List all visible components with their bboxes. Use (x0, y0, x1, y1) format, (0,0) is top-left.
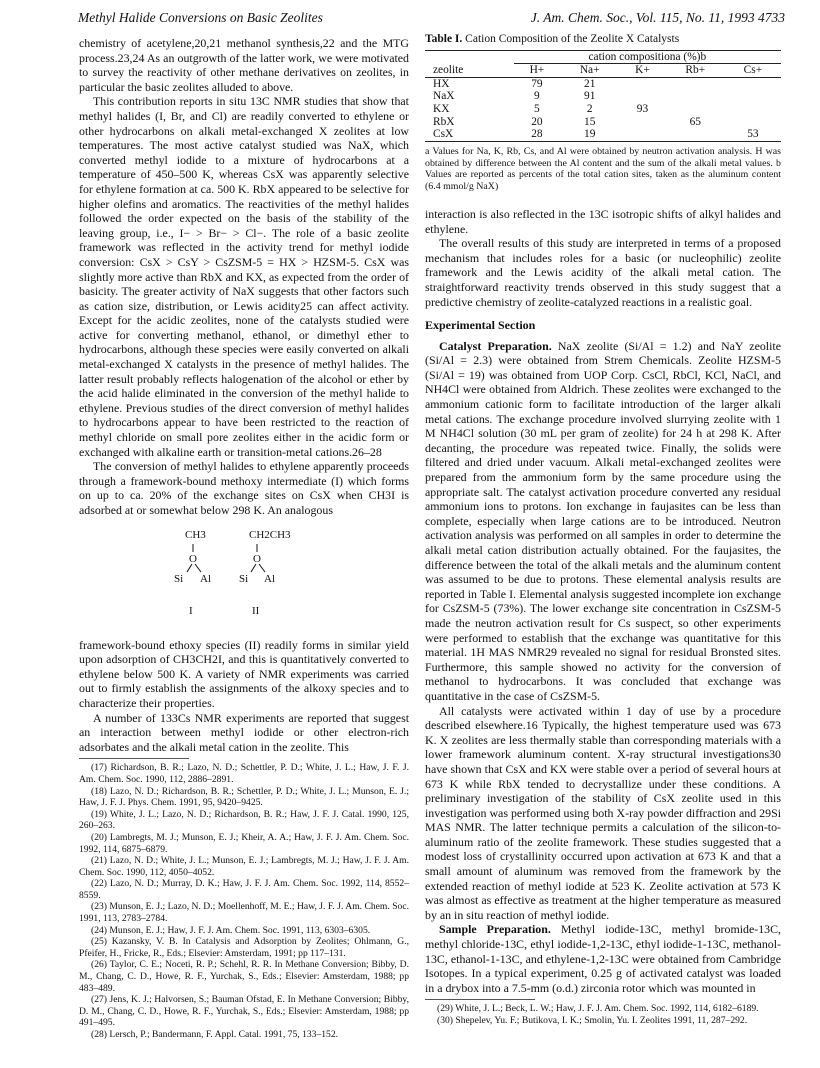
run-in-heading: Catalyst Preparation. (439, 338, 552, 353)
column-header: Na+ (579, 64, 600, 77)
table-row (425, 116, 781, 129)
table-row (425, 90, 781, 103)
reference: (17) Richardson, B. R.; Lazo, N. D.; Schettler, P. D.; White, J. L.; Haw, J. F. J. Am. Chem. Soc. 1990, 112, 2886–2891. (79, 762, 409, 785)
cation-composition-table (425, 50, 781, 142)
table-cell (725, 77, 781, 90)
table-cell (725, 90, 781, 103)
table-cell: 15 (584, 115, 596, 128)
structure-i-silicon: Si (174, 572, 184, 585)
table-group-header: cation compositiona (%)b (514, 50, 781, 64)
paragraph: A number of 133Cs NMR experiments are reported that suggest an interaction between methyl iodide or other electron-rich adsorbates and the alkali metal cation in the zeolite. This (79, 710, 409, 754)
column-header: Rb+ (685, 64, 706, 77)
reference: (30) Shepelev, Yu. F.; Butikova, I. K.; Smolin, Yu. I. Zeolites 1991, 11, 287–292. (437, 1015, 748, 1026)
table-cell: CsX (425, 128, 514, 141)
paragraph-body: Methyl iodide-13C, methyl bromide-13C, methyl chloride-13C, ethyl iodide-1,2-13C, ethyl iodide-1-13C, methanol-13C, ethanol-1-13C, and ethylene-1,2-13C were obtained from Cambridge Isotopes. In a typical experiment, 0.25 g of activated catalyst was loaded in a drybox into a 7.5-mm (o.d.) zirconia rotor which was mounted in (425, 922, 781, 995)
table-cell (619, 77, 665, 90)
paragraph: chemistry of acetylene,20,21 methanol synthesis,22 and the MTG process.23,24 As an outgrowth of the latter work, we were motivated to survey the reactivity of other methane derivatives on zeolites, in particular the basic zeolites alluded to above. (79, 36, 409, 94)
table-cell: 53 (725, 128, 781, 141)
paragraph: This contribution reports in situ 13C NMR studies that show that methyl halides (I, Br, and Cl) are readily converted to ethylene or other hydrocarbons on alkali metal-exchanged X zeolites at low temperatures. The most active catalyst studied was NaX, which converted methyl iodide to a mixture of hydrocarbons at a temperature of 450–500 K, whereas CsX was apparently selective for ethylene formation at ca. 500 K. RbX appeared to be selective for higher olefins and aromatics. The reactivities of the methyl halides followed the order expected on the basis of the stability of the leaving group, i.e., I− > Br− > Cl−. The role of a basic zeolite framework was reflected in the activity trend for methyl iodide conversion: CsX > CsY > CsZSM-5 = HX > HZSM-5. CsX was slightly more active than RbX and KX, as expected from the order of basicity. The greater activity of NaX suggests that other factors such as cation size, distribution, or Lewis acidity25 can affect activity. Except for the acidic zeolites, none of the catalysts studied were active for converting methanol, ethanol, or dimethyl ether to hydrocarbons, although these species were easily converted on alkali metal-exchanged X catalysts in the presence of methyl halides. The latter result probably reflects halogenation of the alcohol or ether by the acid halide eliminated in the conversion of the methyl halide to ethylene. Previous studies of the direct conversion of methyl halides to hydrocarbons appear to have been restricted to the reaction of methyl chloride on small pore zeolites either in the acidic form or exchanged with alkaline earth or transition-metal cations.26–28 (79, 94, 409, 459)
running-head-journal: J. Am. Chem. Soc., Vol. 115, No. 11, 1993 4733 (530, 10, 785, 25)
table-cell (619, 90, 665, 103)
column-header: Cs+ (743, 64, 763, 77)
structure-i-oxygen: O (189, 552, 197, 565)
table-cell: 21 (584, 77, 596, 90)
reference: (24) Munson, E. J.; Haw, J. F. J. Am. Chem. Soc. 1991, 113, 6303–6305. (91, 924, 371, 936)
reference-list (79, 762, 409, 1040)
table-cell: 19 (560, 128, 619, 141)
column-header: zeolite (433, 63, 464, 76)
table-cell: 93 (636, 102, 649, 115)
reference: (25) Kazansky, V. B. In Catalysis and Adsorption by Zeolites; Ohlmann, G., Pfeifer, H., Fricke, R., Eds.; Elsevier: Amsterdam, 1991; pp 117–131. (79, 936, 409, 959)
chemical-structures (79, 522, 409, 634)
paragraph: interaction is also reflected in the 13C isotropic shifts of alkyl halides and ethylene. (425, 206, 781, 236)
reference: (28) Lersch, P.; Bandermann, F. Appl. Catal. 1991, 75, 133–152. (91, 1029, 339, 1040)
table-cell (666, 128, 725, 141)
table-cell (666, 90, 725, 103)
table-cell: 20 (531, 115, 543, 128)
right-column (425, 32, 781, 1027)
reference: (22) Lazo, N. D.; Murray, D. K.; Haw, J. F. J. Am. Chem. Soc. 1992, 114, 8552–8559. (79, 878, 409, 901)
table-footnote: a Values for Na, K, Rb, Cs, and Al were obtained by neutron activation analysis. H was obtained by difference between the Al content and the sum of the alkali metal values. b Values are reported as percents of the total cation sites, taken as the aluminum content (6.4 mmol/g NaX) (425, 145, 781, 193)
table-cell: 28 (514, 128, 560, 141)
table-row (425, 103, 781, 116)
table-cell: 9 (534, 90, 540, 103)
reference: (20) Lambregts, M. J.; Munson, E. J.; Kheir, A. A.; Haw, J. F. J. Am. Chem. Soc. 1992, 114, 6875–6879. (79, 831, 409, 855)
table-cell (619, 116, 665, 129)
paragraph: The conversion of methyl halides to ethylene apparently proceeds through a framework-bound methoxy intermediate (I) which forms on up to ca. 20% of the exchange sites on CsX when CH3I is adsorbed at or somewhat below 298 K. An analogous (79, 459, 409, 517)
table-cell (725, 103, 781, 116)
table-cell: HX (433, 77, 450, 90)
table-cell: 79 (531, 77, 543, 90)
structure-ii-aluminum: Al (264, 572, 275, 585)
footnote-divider (425, 999, 535, 1000)
footnote-divider (79, 758, 189, 759)
paragraph: framework-bound ethoxy species (II) readily forms in similar yield upon adsorption of CH3CH2I, and this is quantitatively converted to ethylene below 500 K. A variety of NMR experiments was carried out to firmly establish the assignments of the alkoxy species and to characterize their properties. (79, 637, 409, 710)
table-cell: 2 (586, 102, 593, 115)
reference: (27) Jens, K. J.; Halvorsen, S.; Bauman Ofstad, E. In Methane Conversion; Bibby, D. M., Chang, C. D., Howe, R. F., Yurchak, S., Eds.; Elsevier: Amsterdam, 1988; pp 491–495. (79, 994, 409, 1029)
paragraph (425, 339, 781, 704)
section-heading: Experimental Section (425, 318, 536, 333)
reference: (23) Munson, E. J.; Lazo, N. D.; Moellenhoff, M. E.; Haw, J. F. J. Am. Chem. Soc. 1991, 113, 2783–2784. (79, 901, 409, 925)
structure-i-aluminum: Al (200, 572, 211, 585)
paragraph: All catalysts were activated within 1 day of use by a procedure described elsewhere.16 Typically, the highest temperature used was 673 K. X zeolites are less thermally stable than corresponding materials with a lower framework aluminum content. X-ray structural investigations30 have shown that CsX and KX were stable over a period of several hours at 673 K while RbX tended to decrystallize under these conditions. A preliminary investigation of the stability of CsX zeolite used in this investigation was performed using both X-ray powder diffraction and 29Si MAS NMR. The latter technique permits a calculation of the silicon-to-aluminum ratio of the zeolite framework. These studies suggested that a modest loss of crystallinity occurred upon activation at 673 K and that a small amount of aluminum was removed from the framework by the extended reaction of methyl iodide at 523 K. Zeolite activation at 573 K was almost as effective as treatment at the higher temperature as measured by an in situ reaction of methyl iodide. (425, 703, 781, 922)
paragraph: The overall results of this study are interpreted in terms of a proposed mechanism that includes roles for a basic (or nucleophilic) zeolite framework and the Lewis acidity of the alkali metal cation. The straightforward reactivity trends observed in this study suggest that a predictive chemistry of zeolite-catalyzed reactions in a realistic goal. (425, 236, 781, 309)
reference: (21) Lazo, N. D.; White, J. L.; Munson, E. J.; Lambregts, M. J.; Haw, J. F. J. Am. Chem. Soc. 1990, 112, 4050–4052. (79, 855, 409, 878)
table-cell: KX (433, 102, 450, 115)
structure-i-label: I (189, 604, 193, 617)
table-row (425, 128, 781, 141)
reference: (18) Lazo, N. D.; Richardson, B. R.; Schettler, P. D.; White, J. L.; Munson, E. J.; Haw, J. F. J. Phys. Chem. 1991, 95, 9420–9425. (79, 785, 409, 809)
table-cell: 91 (584, 90, 596, 103)
table-cell: 5 (534, 102, 540, 115)
table-caption (425, 32, 781, 47)
reference: (29) White, J. L.; Beck, L. W.; Haw, J. F. J. Am. Chem. Soc. 1992, 114, 6182–6189. (437, 1003, 759, 1015)
table-label: Table I. (425, 33, 463, 45)
reference: (26) Taylor, C. E.; Noceti, R. P.; Schehl, R. R. In Methane Conversion; Bibby, D. M., Chang, C. D., Howe, R. F., Yurchak, S., Eds.; Elsevier: Amsterdam, 1988; pp 483–489. (79, 959, 409, 994)
structure-ii-label: II (252, 604, 260, 617)
table-cell: 65 (689, 115, 701, 128)
table-row (425, 77, 781, 90)
running-head-title: Methyl Halide Conversions on Basic Zeolites (78, 10, 323, 25)
paragraph (425, 922, 781, 995)
column-header: H+ (529, 64, 545, 77)
left-column (79, 36, 409, 1041)
structure-ii-oxygen: O (253, 552, 261, 565)
structure-ii-silicon: Si (239, 572, 249, 585)
table-cell (666, 77, 725, 90)
table-cell: NaX (433, 90, 455, 103)
reference: (19) White, J. L.; Lazo, N. D.; Richardson, B. R.; Haw, J. F. J. Catal. 1990, 125, 260–263. (79, 808, 409, 832)
paragraph-body: NaX zeolite (Si/Al = 1.2) and NaY zeolite (Si/Al = 2.3) were obtained from Strem Chemicals. Zeolite HZSM-5 (Si/Al = 19) was obtained from UOP Corp. CsCl, RbCl, KCl, NaCl, and NH4Cl were obtained from Aldrich. These zeolites were exchanged to the ammonium cationic form to facilitate introduction of the larger alkali metal cations. The exchange procedure involved slurrying zeolite with 1 M NH4Cl solution (30 mL per gram of zeolite) for 24 h at 298 K. After decanting, the procedure was repeated twice. Finally, the solids were filtered and dried under vacuum. Alkali metal-exchanged zeolites were prepared from the ammonium form by the same procedure using the appropriate salt. The catalyst activation procedure converted any residual ammonium ions to protons. Ion exchange in faujasites can be less than complete, especially when large cations are to be introduced. Neutron activation analysis was performed on all samples in order to determine the alkali metal cation distribution actually obtained. For the faujasites, the difference between the total of the alkali metals and the aluminum content was assumed to be due to protons. These elemental analysis results are reported in Table I. Elemental analysis suggested incomplete ion exchange for CsZSM-5 (73%). The lower exchange site concentration in CsZSM-5 made the neutron activation result for Cs suspect, so other experiments were performed to establish that the exchange was quantitative for this material. 1H MAS NMR29 revealed no signal for residual Bronsted sites. Furthermore, this sample showed no activity for the conversion of methanol to hydrocarbons. It was concluded that exchange was quantitative in the case of CsZSM-5. (425, 338, 781, 703)
structure-i-methyl: CH3 (185, 528, 206, 541)
structure-ii-ethyl: CH2CH3 (249, 528, 291, 541)
table-cell (619, 128, 665, 141)
reference-list (425, 1003, 781, 1026)
table-title: Cation Composition of the Zeolite X Catalysts (465, 33, 680, 45)
column-header: K+ (635, 64, 650, 77)
table-cell: RbX (433, 115, 455, 128)
table-cell (725, 116, 781, 129)
run-in-heading: Sample Preparation. (439, 922, 551, 937)
table-cell (666, 103, 725, 116)
